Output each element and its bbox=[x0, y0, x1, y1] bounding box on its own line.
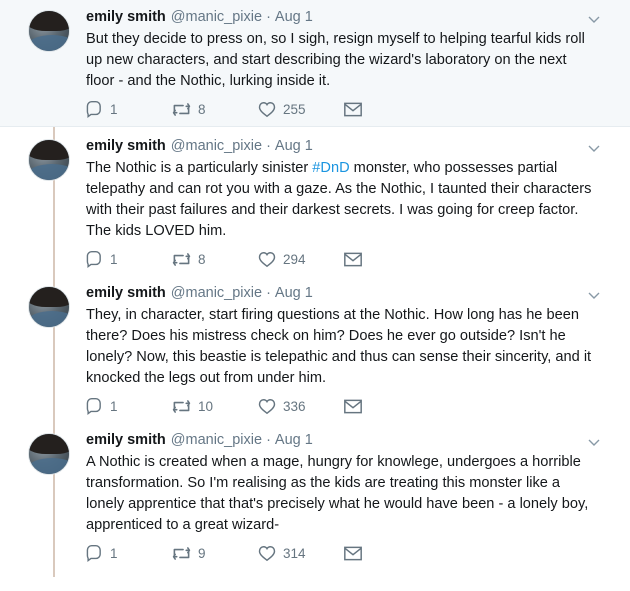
tweet-text: They, in character, start firing questions at the Nothic. How long has he been there? Does his mistress check on him? Does he ever go outside? Isn't he lonely? Now, this beastie is telepathic and thus can sense their sincerity, and it knocked the legs out from under him. bbox=[86, 307, 596, 386]
reply-action[interactable] bbox=[86, 398, 172, 415]
reply-action[interactable] bbox=[86, 101, 172, 118]
avatar-column bbox=[28, 137, 80, 268]
avatar[interactable] bbox=[28, 433, 70, 475]
tweet-date[interactable]: Aug 1 bbox=[274, 432, 313, 448]
tweet-body bbox=[80, 431, 596, 562]
avatar-column bbox=[28, 431, 80, 562]
reply-count: 1 bbox=[110, 399, 118, 414]
reply-count: 1 bbox=[110, 546, 118, 561]
like-action[interactable] bbox=[258, 101, 344, 118]
avatar[interactable] bbox=[28, 286, 70, 328]
separator-dot: · bbox=[266, 432, 271, 448]
envelope-icon bbox=[344, 399, 362, 414]
reply-count: 1 bbox=[110, 252, 118, 267]
tweet-body bbox=[80, 8, 596, 118]
avatar[interactable] bbox=[28, 10, 70, 52]
chevron-down-icon[interactable] bbox=[586, 287, 602, 303]
tweet-item[interactable] bbox=[0, 421, 630, 568]
user-handle[interactable]: @manic_pixie bbox=[170, 285, 263, 301]
reply-icon bbox=[86, 398, 103, 415]
display-name[interactable]: emily smith bbox=[86, 138, 166, 154]
separator-dot: · bbox=[266, 9, 271, 25]
retweet-icon bbox=[172, 101, 191, 118]
like-action[interactable] bbox=[258, 545, 344, 562]
avatar-column bbox=[28, 284, 80, 415]
retweet-count: 9 bbox=[198, 546, 206, 561]
chevron-down-icon[interactable] bbox=[586, 140, 602, 156]
chevron-down-icon[interactable] bbox=[586, 434, 602, 450]
retweet-count: 8 bbox=[198, 252, 206, 267]
retweet-action[interactable] bbox=[172, 101, 258, 118]
like-action[interactable] bbox=[258, 251, 344, 268]
display-name[interactable]: emily smith bbox=[86, 285, 166, 301]
user-handle[interactable]: @manic_pixie bbox=[170, 9, 263, 25]
direct-message-action[interactable] bbox=[344, 102, 374, 117]
avatar[interactable] bbox=[28, 139, 70, 181]
retweet-icon bbox=[172, 251, 191, 268]
tweet-date[interactable]: Aug 1 bbox=[274, 285, 313, 301]
heart-icon bbox=[258, 398, 276, 415]
tweet-header bbox=[86, 431, 596, 449]
heart-icon bbox=[258, 251, 276, 268]
tweet-item[interactable] bbox=[0, 127, 630, 274]
tweet-body bbox=[80, 284, 596, 415]
tweet-item[interactable] bbox=[0, 0, 630, 127]
tweet-header bbox=[86, 8, 596, 26]
reply-count: 1 bbox=[110, 102, 118, 117]
envelope-icon bbox=[344, 546, 362, 561]
tweet-actions bbox=[86, 101, 596, 118]
tweet-actions bbox=[86, 545, 596, 562]
like-count: 255 bbox=[283, 102, 306, 117]
tweet-text: But they decide to press on, so I sigh, resign myself to helping tearful kids roll up new characters, and start describing the wizard's laboratory on the next floor - and the Nothic, lurking inside it. bbox=[86, 31, 589, 89]
user-handle[interactable]: @manic_pixie bbox=[170, 432, 263, 448]
heart-icon bbox=[258, 545, 276, 562]
retweet-count: 8 bbox=[198, 102, 206, 117]
tweet-date[interactable]: Aug 1 bbox=[274, 138, 313, 154]
tweet-body bbox=[80, 137, 596, 268]
envelope-icon bbox=[344, 102, 362, 117]
like-action[interactable] bbox=[258, 398, 344, 415]
avatar-column bbox=[28, 8, 80, 118]
tweet-item[interactable] bbox=[0, 274, 630, 421]
chevron-down-icon[interactable] bbox=[586, 11, 602, 27]
tweet-actions bbox=[86, 251, 596, 268]
retweet-action[interactable] bbox=[172, 251, 258, 268]
reply-icon bbox=[86, 251, 103, 268]
hashtag-link[interactable]: #DnD bbox=[312, 160, 350, 176]
reply-icon bbox=[86, 101, 103, 118]
envelope-icon bbox=[344, 252, 362, 267]
display-name[interactable]: emily smith bbox=[86, 9, 166, 25]
retweet-action[interactable] bbox=[172, 398, 258, 415]
retweet-count: 10 bbox=[198, 399, 214, 414]
reply-action[interactable] bbox=[86, 545, 172, 562]
tweet-actions bbox=[86, 398, 596, 415]
retweet-action[interactable] bbox=[172, 545, 258, 562]
heart-icon bbox=[258, 101, 276, 118]
separator-dot: · bbox=[266, 285, 271, 301]
direct-message-action[interactable] bbox=[344, 399, 374, 414]
retweet-icon bbox=[172, 545, 191, 562]
retweet-icon bbox=[172, 398, 191, 415]
direct-message-action[interactable] bbox=[344, 546, 374, 561]
tweet-header bbox=[86, 284, 596, 302]
reply-action[interactable] bbox=[86, 251, 172, 268]
separator-dot: · bbox=[266, 138, 271, 154]
tweet-date[interactable]: Aug 1 bbox=[274, 9, 313, 25]
direct-message-action[interactable] bbox=[344, 252, 374, 267]
display-name[interactable]: emily smith bbox=[86, 432, 166, 448]
tweet-header bbox=[86, 137, 596, 155]
like-count: 294 bbox=[283, 252, 306, 267]
tweet-text: The Nothic is a particularly sinister #DnD monster, who possesses partial telepathy and can rot you with a gaze. As the Nothic, I taunted their characters with their past failures and their darkest secrets. I was going for creep factor. The kids LOVED him. bbox=[86, 160, 596, 239]
like-count: 336 bbox=[283, 399, 306, 414]
like-count: 314 bbox=[283, 546, 306, 561]
reply-icon bbox=[86, 545, 103, 562]
user-handle[interactable]: @manic_pixie bbox=[170, 138, 263, 154]
tweet-text: A Nothic is created when a mage, hungry for knowlege, undergoes a horrible transformation. So I'm realising as the kids are treating this monster like a lonely apprentice that that's precisely what he would have been - a lonely boy, apprenticed to a great wizard- bbox=[86, 454, 593, 533]
